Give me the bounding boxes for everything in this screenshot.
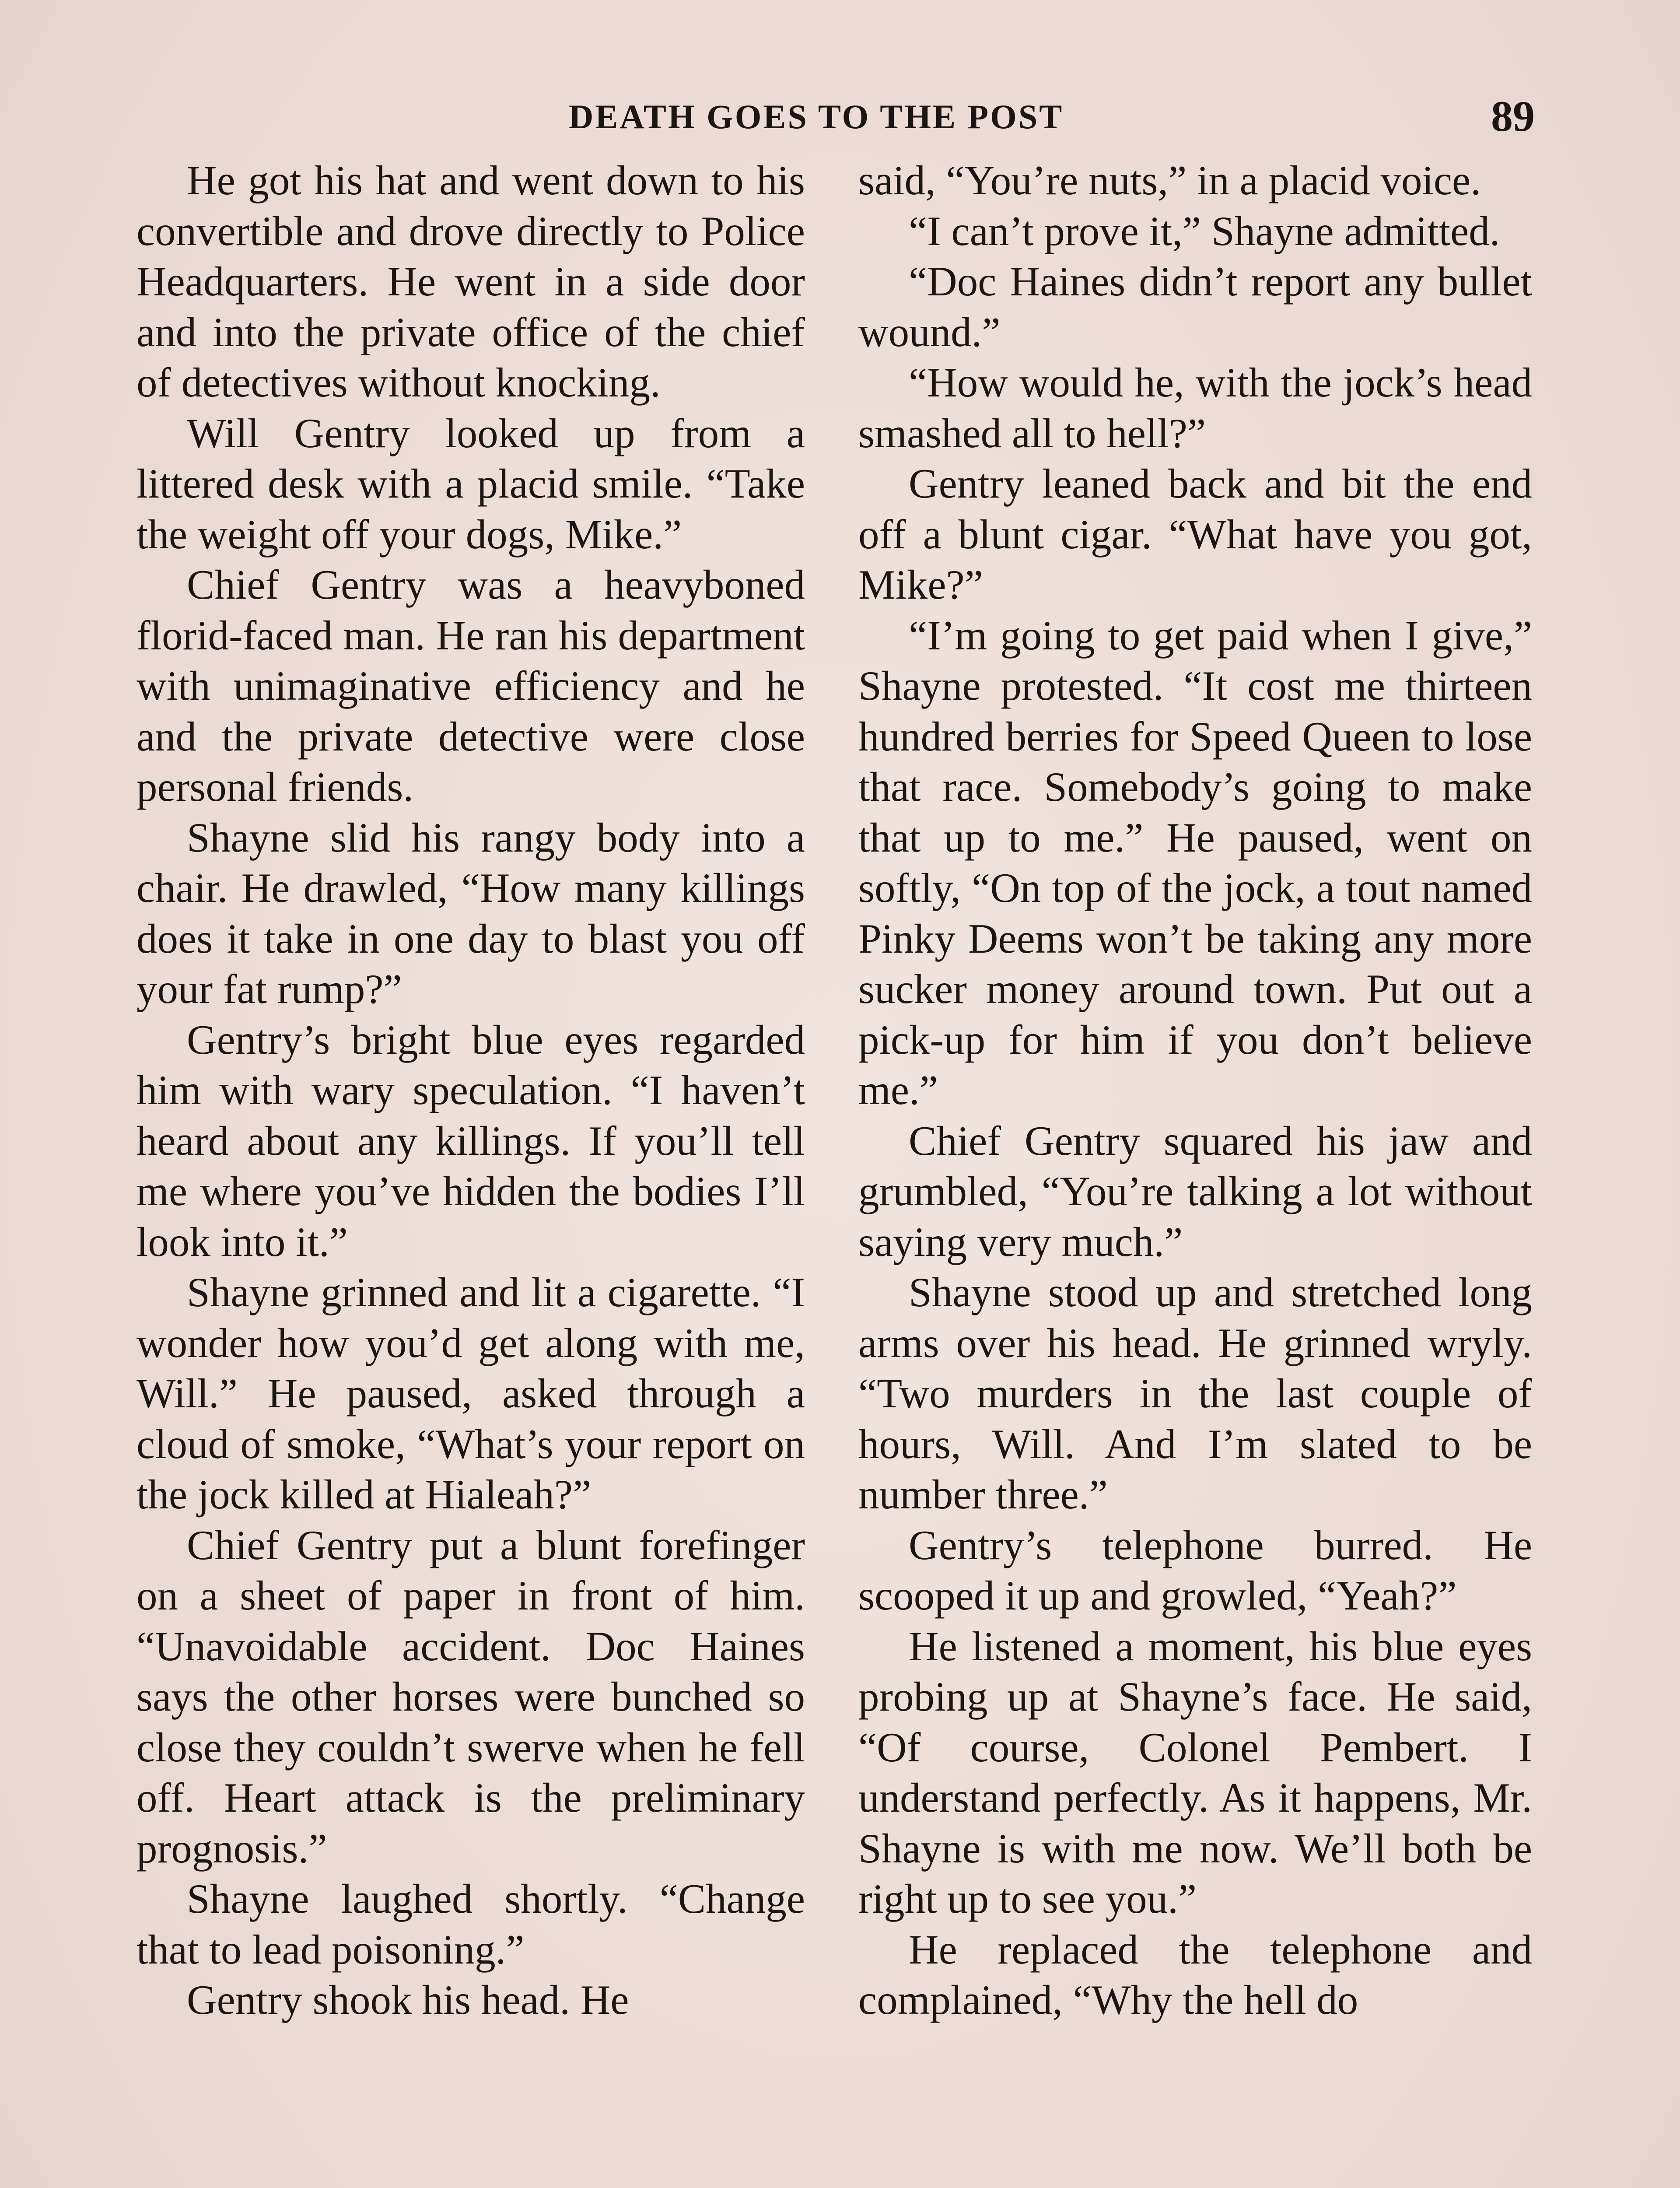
page-number: 89: [1491, 92, 1535, 140]
left-text-column: [136, 155, 805, 2026]
paragraph: “How would he, with the jock’s head smashed all to hell?”: [858, 359, 1532, 456]
paragraph: He listened a moment, his blue eyes probing up at Shayne’s face. He said, “Of course, Colonel Pembert. I understand perfectly. As it happens, Mr. Shayne is with me now. We’ll both be right up to see you.”: [858, 1623, 1532, 1922]
paragraph: Chief Gentry put a blunt forefinger on a sheet of paper in front of him. “Unavoidable accident. Doc Haines says the other horses were bunched so close they couldn’t swerve when he fell off. Heart attack is the preliminary prognosis.”: [136, 1522, 805, 1872]
paragraph: Gentry’s telephone burred. He scooped it up and growled, “Yeah?”: [858, 1522, 1532, 1619]
paragraph: Will Gentry looked up from a littered desk with a placid smile. “Take the weight off your dogs, Mike.”: [136, 410, 805, 558]
running-title: DEATH GOES TO THE POST: [569, 98, 1064, 136]
paragraph: Shayne grinned and lit a cigarette. “I wonder how you’d get along with me, Will.” He paused, asked through a cloud of smoke, “What’s your report on the jock killed at Hialeah?”: [136, 1269, 805, 1518]
paragraph: “Doc Haines didn’t report any bullet wound.”: [858, 258, 1532, 355]
paragraph: He got his hat and went down to his convertible and drove directly to Police Headquarters. He went in a side door and into the private office of the chief of detectives without knocking.: [136, 157, 805, 406]
paragraph: Chief Gentry squared his jaw and grumbled, “You’re talking a lot without saying very much.”: [858, 1117, 1532, 1265]
paragraph: Gentry leaned back and bit the end off a blunt cigar. “What have you got, Mike?”: [858, 460, 1532, 608]
paragraph: Shayne laughed shortly. “Change that to lead poisoning.”: [136, 1876, 805, 1973]
paragraph: Shayne slid his rangy body into a chair. He drawled, “How many killings does it take in one day to blast you off your fat rump?”: [136, 814, 805, 1012]
paragraph: Gentry shook his head. He: [187, 1977, 629, 2023]
paragraph: Shayne stood up and stretched long arms over his head. He grinned wryly. “Two murders in the last couple of hours, Will. And I’m slated to be number three.”: [858, 1269, 1532, 1518]
paragraph: Gentry’s bright blue eyes regarded him with wary speculation. “I haven’t heard about any killings. If you’ll tell me where you’ve hidden the bodies I’ll look into it.”: [136, 1016, 805, 1265]
paragraph: “I can’t prove it,” Shayne admitted.: [909, 207, 1500, 254]
paragraph: “I’m going to get paid when I give,” Shayne protested. “It cost me thirteen hundred berries for Speed Queen to lose that race. Somebody’s going to make that up to me.” He paused, went on softly, “On top of the jock, a tout named Pinky Deems won’t be taking any more sucker money around town. Put out a pick-up for him if you don’t believe me.”: [858, 612, 1532, 1113]
right-text-column: [858, 155, 1532, 2026]
paragraph-continued: said, “You’re nuts,” in a placid voice.: [858, 157, 1481, 203]
paragraph: Chief Gentry was a heavyboned florid-faced man. He ran his department with unimaginative efficiency and he and the private detective were close personal friends.: [136, 561, 805, 810]
paragraph: He replaced the telephone and complained, “Why the hell do: [858, 1926, 1532, 2023]
